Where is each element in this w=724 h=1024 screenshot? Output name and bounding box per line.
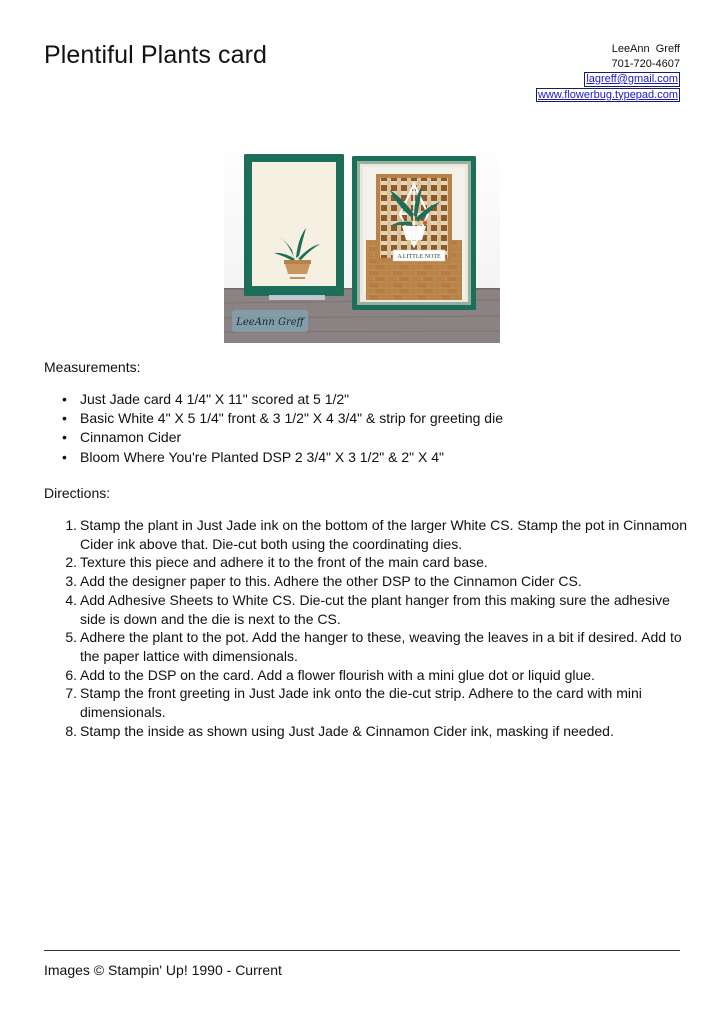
photo-watermark: LeeAnn Greff	[236, 317, 304, 328]
step-text: Stamp the plant in Just Jade ink on the bottom of the larger White CS. Stamp the pot in Cinnamon Cider ink above that. Die-cut both using the coordinating dies.	[80, 517, 687, 552]
list-item	[60, 591, 690, 628]
list-item	[60, 516, 690, 553]
list-item	[60, 684, 690, 721]
card-photo	[224, 138, 500, 343]
step-number: 2.	[65, 554, 77, 571]
website-link[interactable]: www.flowerbug.typepad.com	[537, 88, 678, 101]
step-text: Stamp the front greeting in Just Jade ink onto the die-cut strip. Adhere to the card with mini dimensionals.	[80, 685, 642, 721]
step-text: Texture this piece and adhere it to the front of the main card base.	[80, 554, 488, 571]
list-item: • Basic White 4" X 5 1/4" front & 3 1/2" X 4 3/4" & strip for greeting die	[60, 409, 503, 428]
author-name: LeeAnn Greff	[611, 43, 680, 55]
list-item	[60, 553, 690, 572]
directions-heading: Directions:	[44, 485, 111, 501]
step-number: 8.	[65, 722, 77, 739]
email-link[interactable]: lagreff@gmail.com	[586, 73, 678, 85]
step-number: 6.	[65, 666, 77, 683]
step-text: Adhere the plant to the pot. Add the hanger to these, weaving the leaves in a bit if desired. Add to the paper lattice with dimensionals.	[80, 629, 682, 664]
step-number: 5.	[65, 629, 77, 646]
page-title: Plentiful Plants card	[44, 41, 268, 69]
step-text: Stamp the inside as shown using Just Jade & Cinnamon Cider ink, masking if needed.	[80, 722, 614, 739]
list-item: • Cinnamon Cider	[60, 428, 503, 447]
step-text: Add to the DSP on the card. Add a flower flourish with a mini glue dot or liquid glue.	[80, 666, 595, 683]
step-number: 3.	[65, 573, 77, 590]
phone-number: 701-720-4607	[611, 57, 680, 70]
list-item	[60, 572, 690, 591]
list-item: • Just Jade card 4 1/4" X 11" scored at 5 1/2"	[60, 390, 503, 409]
measurements-list	[60, 390, 503, 467]
step-number: 7.	[65, 685, 77, 702]
step-text: Add the designer paper to this. Adhere the other DSP to the Cinnamon Cider CS.	[80, 573, 582, 590]
greeting-text: A LITTLE NOTE	[397, 254, 441, 260]
step-text: Add Adhesive Sheets to White CS. Die-cut the plant hanger from this making sure the adhesive side is down and the die is next to the CS.	[80, 591, 670, 627]
list-item	[60, 628, 690, 665]
contact-block	[536, 42, 680, 102]
directions-list	[60, 516, 690, 740]
list-item	[60, 666, 690, 685]
measurements-heading: Measurements:	[44, 359, 141, 375]
footer-divider	[44, 950, 680, 951]
list-item: • Bloom Where You're Planted DSP 2 3/4" X 3 1/2" & 2" X 4"	[60, 448, 503, 467]
step-number: 4.	[65, 591, 77, 608]
footer-copyright: Images © Stampin' Up! 1990 - Current	[44, 962, 282, 978]
list-item	[60, 722, 690, 741]
step-number: 1.	[65, 517, 77, 533]
